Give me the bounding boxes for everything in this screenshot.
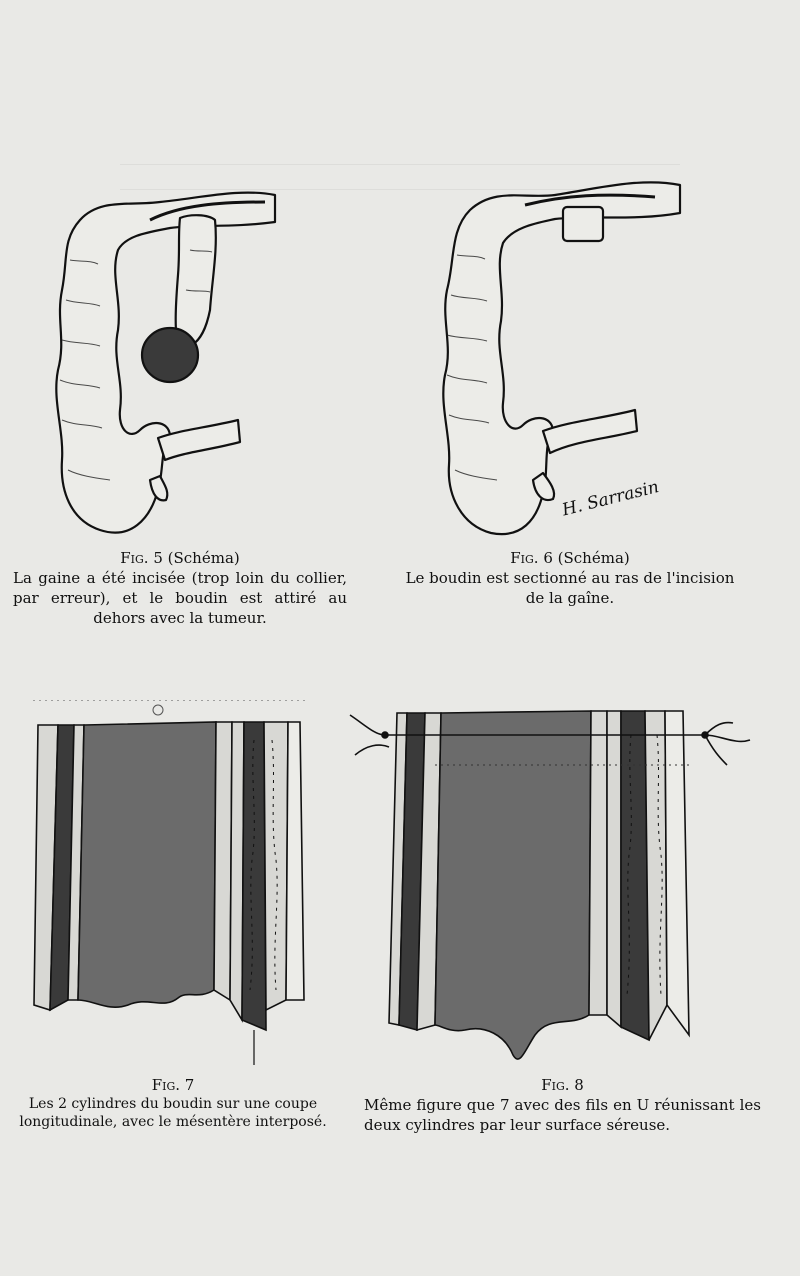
fig6-illustration: [425, 175, 695, 550]
fig8-label: Fig. 8: [541, 1076, 584, 1094]
fig7-illustration: [28, 700, 318, 1070]
edge-right: [286, 722, 304, 1000]
fig6-label: Fig. 6 (Schéma): [510, 549, 630, 567]
fig8-caption: Même figure que 7 avec des fils en U réunissant les deux cylindres par leur surface séreuse.: [364, 1096, 761, 1134]
fig5-caption: La gaine a été incisée (trop loin du collier, par erreur), et le boudin est attiré au dehors avec la tumeur.: [13, 569, 347, 627]
muscle-right-2: [242, 722, 266, 1030]
fig7-caption: Les 2 cylindres du boudin sur une coupe longitudinale, avec le mésentère interposé.: [19, 1096, 327, 1130]
mesentery: [435, 711, 591, 1059]
mesentery: [78, 722, 216, 1007]
serosa-right-1: [589, 711, 607, 1015]
fig7-caption-block: [8, 1075, 338, 1131]
sectioned-stump: [563, 207, 603, 241]
fig6-caption: Le boudin est sectionné au ras de l'incision de la gaîne.: [405, 569, 735, 607]
serosa-right-2: [607, 711, 621, 1027]
fig5-label: Fig. 5 (Schéma): [120, 549, 240, 567]
fig8-illustration: [345, 695, 755, 1075]
small-bowel: [158, 420, 240, 460]
fig7-label: Fig. 7: [151, 1076, 195, 1094]
fig5-illustration: [40, 180, 300, 550]
pulled-loop: [176, 215, 216, 345]
fig8-caption-block: [360, 1075, 765, 1135]
artist-signature: H. Sarrasin: [560, 477, 661, 521]
tumour: [142, 328, 198, 382]
outer-wall-right: [264, 722, 288, 1010]
fig5-caption-block: [5, 548, 355, 628]
small-bowel: [543, 410, 637, 453]
outer-wall-right: [645, 711, 667, 1040]
fig6-caption-block: [375, 548, 765, 608]
serosa-right-1: [214, 722, 232, 1000]
edge-right: [665, 711, 689, 1035]
